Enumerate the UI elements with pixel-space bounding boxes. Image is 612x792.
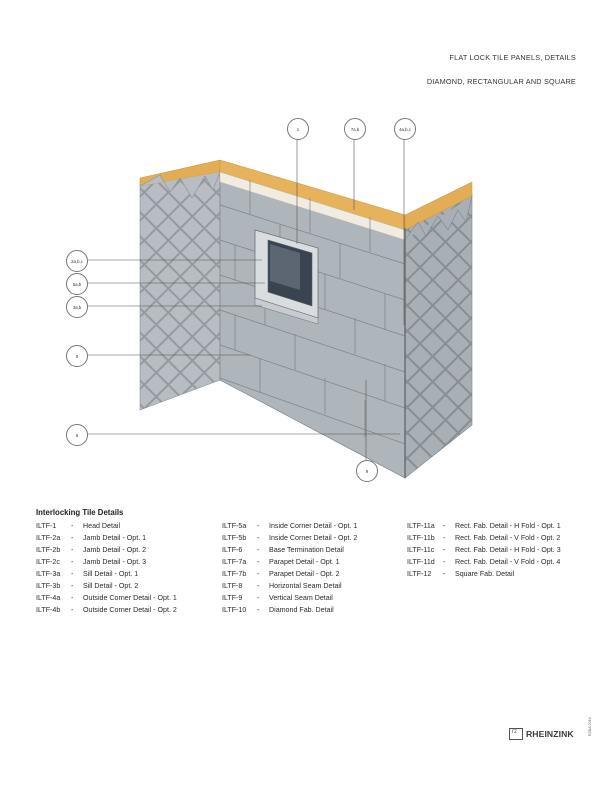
dash: - xyxy=(257,546,260,554)
dash: - xyxy=(443,570,446,578)
callout-2abc: 2a,b,c xyxy=(66,250,88,272)
detail-label: Rect. Fab. Detail - V Fold - Opt. 2 xyxy=(455,534,561,542)
detail-code: ILTF-6 xyxy=(222,546,243,554)
detail-label: Inside Corner Detail - Opt. 1 xyxy=(269,522,358,530)
detail-code: ILTF-8 xyxy=(222,582,243,590)
legend-row xyxy=(36,592,177,604)
dash: - xyxy=(71,582,74,590)
side-code: RZNA 2016 xyxy=(588,717,592,736)
logo-mark-text: rz xyxy=(512,729,517,735)
detail-label: Jamb Detail - Opt. 3 xyxy=(83,558,147,566)
rheinzink-mark-icon xyxy=(509,728,523,740)
detail-code: ILTF-11c xyxy=(407,546,435,554)
legend-column-2 xyxy=(222,520,357,616)
legend-row xyxy=(407,520,561,532)
dash: - xyxy=(257,606,260,614)
dash: - xyxy=(71,558,74,566)
detail-code: ILTF-7a xyxy=(222,558,247,566)
detail-label: Vertical Seam Detail xyxy=(269,594,333,602)
detail-code: ILTF-9 xyxy=(222,594,243,602)
legend-row xyxy=(222,520,357,532)
detail-code: ILTF-10 xyxy=(222,606,247,614)
dash: - xyxy=(71,570,74,578)
detail-code: ILTF-11b xyxy=(407,534,435,542)
detail-label: Rect. Fab. Detail - H Fold - Opt. 3 xyxy=(455,546,561,554)
detail-label: Base Termination Detail xyxy=(269,546,344,554)
dash: - xyxy=(443,558,446,566)
detail-code: ILTF-11a xyxy=(407,522,435,530)
detail-label: Horizontal Seam Detail xyxy=(269,582,342,590)
detail-code: ILTF-4b xyxy=(36,606,61,614)
legend-row xyxy=(36,556,177,568)
dash: - xyxy=(257,570,260,578)
brand-name: RHEINZINK xyxy=(526,729,574,739)
legend-row xyxy=(222,580,357,592)
detail-label: Square Fab. Detail xyxy=(455,570,515,578)
dash: - xyxy=(257,594,260,602)
dash: - xyxy=(71,594,74,602)
left-wall-diamond-tiles xyxy=(140,170,220,410)
legend-row xyxy=(222,604,357,616)
callout-3ab: 3a,b xyxy=(66,296,88,318)
detail-code: ILTF-4a xyxy=(36,594,61,602)
legend-row xyxy=(407,568,561,580)
legend-row xyxy=(36,532,177,544)
right-wall-diamond-tiles xyxy=(405,195,472,478)
dash: - xyxy=(443,534,446,542)
legend-row xyxy=(222,592,357,604)
callout-4abc: 4a,b,c xyxy=(394,118,416,140)
document-subtitle: DIAMOND, RECTANGULAR AND SQUARE xyxy=(426,77,576,86)
detail-code: ILTF-1 xyxy=(36,522,57,530)
dash: - xyxy=(71,546,74,554)
dash: - xyxy=(71,534,74,542)
detail-label: Jamb Detail - Opt. 1 xyxy=(83,534,147,542)
dash: - xyxy=(257,558,260,566)
detail-label: Diamond Fab. Detail xyxy=(269,606,334,614)
legend-row xyxy=(36,580,177,592)
legend-row xyxy=(407,556,561,568)
detail-label: Outside Corner Detail - Opt. 2 xyxy=(83,606,177,614)
detail-code: ILTF-11d xyxy=(407,558,435,566)
legend-row xyxy=(222,556,357,568)
callout-7ab: 7a,b xyxy=(344,118,366,140)
detail-label: Outside Corner Detail - Opt. 1 xyxy=(83,594,177,602)
detail-label: Sill Detail - Opt. 1 xyxy=(83,570,139,578)
dash: - xyxy=(257,522,260,530)
legend-row xyxy=(36,520,177,532)
detail-label: Head Detail xyxy=(83,522,121,530)
detail-code: ILTF-5a xyxy=(222,522,247,530)
legend-row xyxy=(36,544,177,556)
detail-code: ILTF-2c xyxy=(36,558,60,566)
callout-8: 8 xyxy=(66,345,88,367)
legend-column-1 xyxy=(36,520,177,616)
detail-code: ILTF-2a xyxy=(36,534,61,542)
brand-logo xyxy=(509,728,574,740)
detail-code: ILTF-3a xyxy=(36,570,61,578)
dash: - xyxy=(71,606,74,614)
detail-code: ILTF-5b xyxy=(222,534,247,542)
detail-label: Rect. Fab. Detail - H Fold - Opt. 1 xyxy=(455,522,561,530)
legend-row xyxy=(36,604,177,616)
detail-label: Jamb Detail - Opt. 2 xyxy=(83,546,147,554)
dash: - xyxy=(257,582,260,590)
detail-label: Parapet Detail - Opt. 2 xyxy=(269,570,340,578)
callout-1: 1 xyxy=(287,118,309,140)
legend-row xyxy=(36,568,177,580)
dash: - xyxy=(443,546,446,554)
detail-code: ILTF-3b xyxy=(36,582,61,590)
legend-row xyxy=(222,544,357,556)
detail-code: ILTF-12 xyxy=(407,570,432,578)
detail-label: Rect. Fab. Detail - V Fold - Opt. 4 xyxy=(455,558,561,566)
legend-title: Interlocking Tile Details xyxy=(36,508,124,517)
dash: - xyxy=(71,522,74,530)
callout-5ab: 5a,b xyxy=(66,273,88,295)
detail-label: Inside Corner Detail - Opt. 2 xyxy=(269,534,358,542)
legend-row xyxy=(222,568,357,580)
legend-row xyxy=(407,544,561,556)
detail-code: ILTF-2b xyxy=(36,546,61,554)
dash: - xyxy=(443,522,446,530)
detail-label: Parapet Detail - Opt. 1 xyxy=(269,558,340,566)
legend-column-3 xyxy=(407,520,561,580)
legend-row xyxy=(407,532,561,544)
dash: - xyxy=(257,534,260,542)
detail-label: Sill Detail - Opt. 2 xyxy=(83,582,139,590)
document-title: FLAT LOCK TILE PANELS, DETAILS xyxy=(449,53,576,62)
detail-code: ILTF-7b xyxy=(222,570,247,578)
callout-9: 9 xyxy=(356,460,378,482)
callout-6: 6 xyxy=(66,424,88,446)
legend-row xyxy=(222,532,357,544)
